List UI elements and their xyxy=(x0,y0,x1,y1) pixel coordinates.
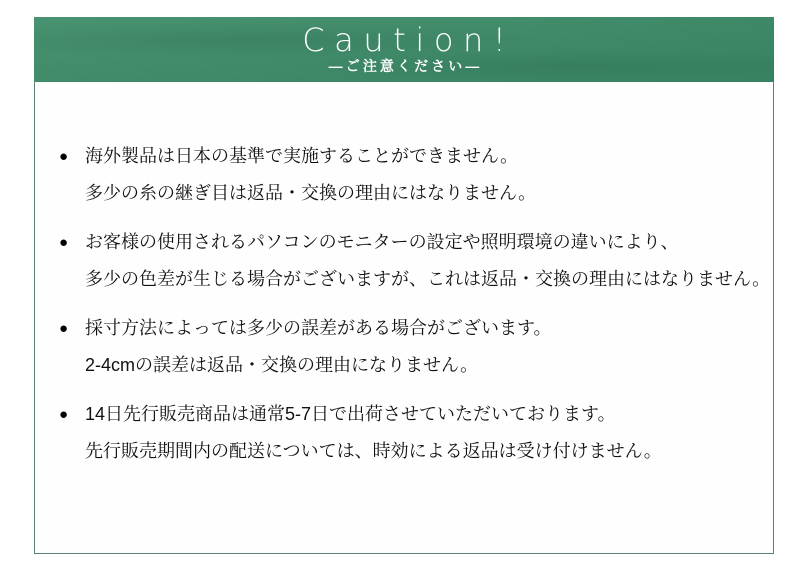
banner-subtitle: —ご注意ください— xyxy=(328,58,483,74)
notice-line: 多少の色差が生じる場合がございますが、これは返品・交換の理由にはなりません。 xyxy=(85,269,771,289)
notice-item-text xyxy=(85,310,763,384)
bullet-icon: ● xyxy=(59,320,69,337)
bullet-icon: ● xyxy=(59,234,69,251)
notice-line: お客様の使用されるパソコンのモニターの設定や照明環境の違いにより、 xyxy=(85,232,679,252)
notice-line: 海外製品は日本の基準で実施することができません。 xyxy=(85,146,519,166)
notice-line: 2-4cmの誤差は返品・交換の理由になりません。 xyxy=(85,355,479,375)
notice-item-text xyxy=(85,138,763,212)
notice-item xyxy=(59,224,771,298)
bullet-icon: ● xyxy=(59,148,69,165)
notice-line: 先行販売期間内の配送については、時効による返品は受け付けません。 xyxy=(85,441,662,461)
notice-box xyxy=(34,82,774,554)
notice-line: 14日先行販売商品は通常5-7日で出荷させていただいております。 xyxy=(85,404,616,424)
notice-item xyxy=(59,310,763,384)
notice-item-text xyxy=(85,224,771,298)
caution-banner xyxy=(34,17,774,82)
notice-line: 多少の糸の継ぎ目は返品・交換の理由にはなりません。 xyxy=(85,183,537,203)
bullet-icon: ● xyxy=(59,406,69,423)
banner-title: Caution! xyxy=(302,21,516,59)
notice-line: 採寸方法によっては多少の誤差がある場合がございます。 xyxy=(85,318,552,338)
caution-notice xyxy=(34,17,774,554)
notice-item-text xyxy=(85,396,763,470)
notice-item xyxy=(59,396,763,470)
notice-item xyxy=(59,138,763,212)
